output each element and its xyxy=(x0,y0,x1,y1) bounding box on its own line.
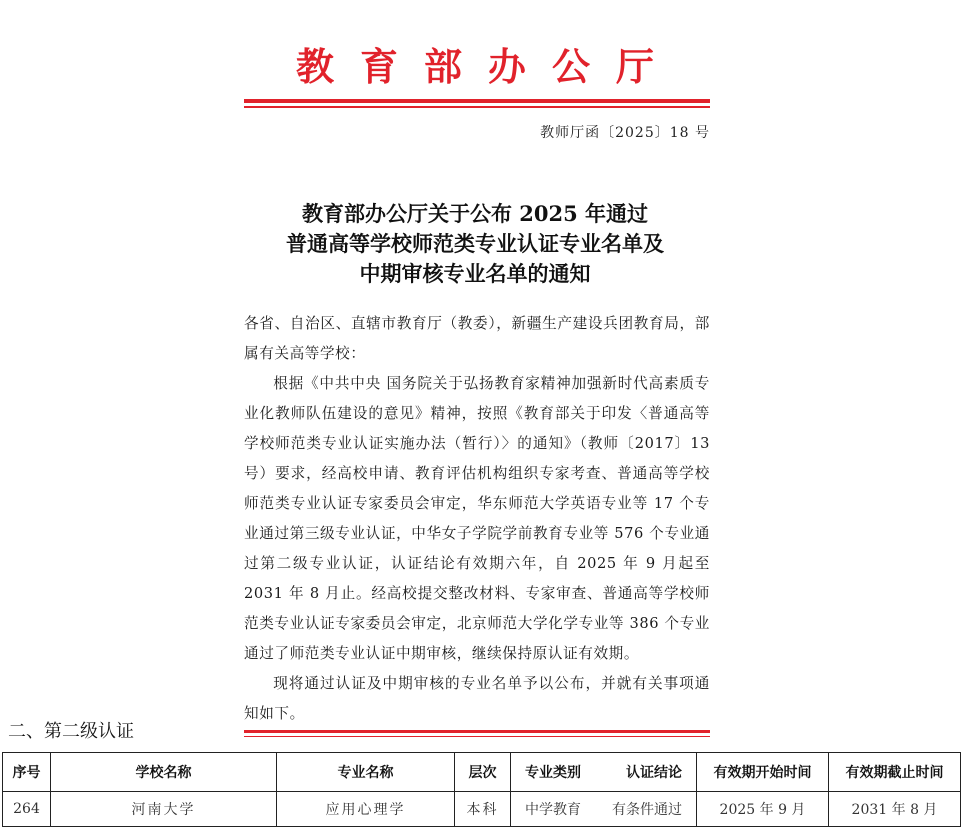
header-school: 学校名称 xyxy=(51,753,277,792)
body-paragraph-2: 现将通过认证及中期审核的专业名单予以公布，并就有关事项通知如下。 xyxy=(244,675,710,722)
letterhead-title: 教育部办公厅 xyxy=(295,44,680,89)
header-category: 专业类别 xyxy=(525,765,581,781)
cell-category-conclusion xyxy=(511,792,697,827)
body-paragraph-1: 根据《中共中央 国务院关于弘扬教育家精神加强新时代高素质专业化教师队伍建设的意见》精神，按照《教育部关于印发〈普通高等学校师范类专业认证实施办法（暂行）〉的通知》（教师〔2017〕13 号）要求，经高校申请、教育评估机构组织专家考查、普通高等学校师范类专业认证专家委员会审定，华东师范大学英语专业等 17 个专业通过第三级专业认证，中华女子学院学前教育专业等 576 个专业通过第二级专业认证，认证结论有效期六年，自 2025 年 9 月起至 2031 年 8 月止。经高校提交整改材料、专家审查、普通高等学校师范类专业认证专家委员会审定，北京师范大学化学专业等 386 个专业通过了师范类专业认证中期审核，继续保持原认证有效期。 xyxy=(244,375,710,662)
cell-school: 河南大学 xyxy=(51,792,277,827)
header-end: 有效期截止时间 xyxy=(829,753,961,792)
cell-conclusion: 有条件通过 xyxy=(612,802,682,818)
letterhead-red-rule-thick xyxy=(244,99,710,103)
notice-body xyxy=(244,309,710,729)
cell-index: 264 xyxy=(3,792,51,827)
header-conclusion: 认证结论 xyxy=(626,765,682,781)
header-index: 序号 xyxy=(3,753,51,792)
notice-title-line-3: 中期审核专业名单的通知 xyxy=(359,261,591,286)
cell-level: 本科 xyxy=(455,792,511,827)
notice-title xyxy=(240,199,710,289)
cell-category: 中学教育 xyxy=(525,802,581,818)
body-red-rule-thin xyxy=(244,736,710,737)
cell-start: 2025 年 9 月 xyxy=(697,792,829,827)
cell-major: 应用心理学 xyxy=(277,792,455,827)
header-category-conclusion xyxy=(511,753,697,792)
cell-end: 2031 年 8 月 xyxy=(829,792,961,827)
header-start: 有效期开始时间 xyxy=(697,753,829,792)
header-level: 层次 xyxy=(455,753,511,792)
certification-table xyxy=(2,752,961,827)
table-row xyxy=(3,792,961,827)
document-number: 教师厅函〔2025〕18 号 xyxy=(540,125,710,141)
body-red-rule-thick xyxy=(244,730,710,733)
letterhead-red-rule-thin xyxy=(244,106,710,108)
section-heading: 二、第二级认证 xyxy=(8,717,138,743)
notice-title-line-1: 教育部办公厅关于公布 2025 年通过 xyxy=(301,201,649,226)
header-major: 专业名称 xyxy=(277,753,455,792)
salutation: 各省、自治区、直辖市教育厅（教委），新疆生产建设兵团教育局，部属有关高等学校： xyxy=(244,315,710,362)
notice-title-line-2: 普通高等学校师范类专业认证专业名单及 xyxy=(286,231,664,256)
table-header-row xyxy=(3,753,961,792)
